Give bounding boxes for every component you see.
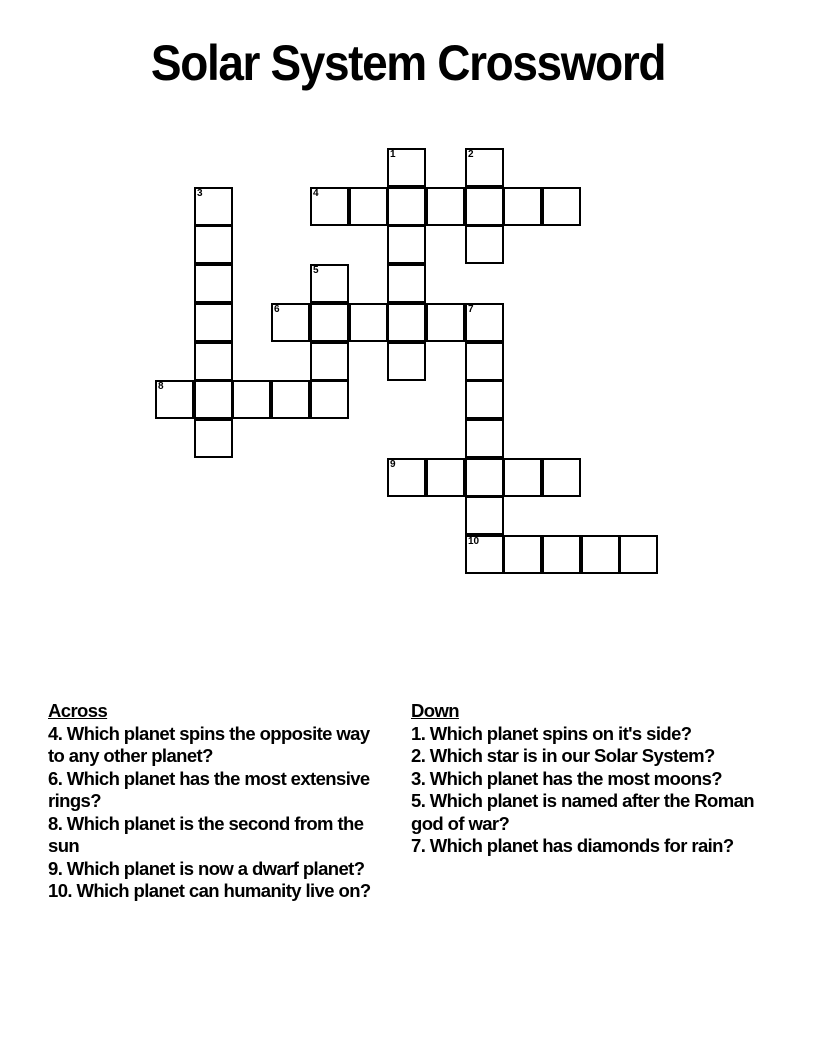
crossword-cell[interactable] <box>387 225 426 264</box>
page-title: Solar System Crossword <box>150 35 666 91</box>
cell-number: 2 <box>468 149 474 160</box>
across-clue-10 <box>48 880 378 903</box>
crossword-cell[interactable] <box>426 303 465 342</box>
crossword-cell[interactable] <box>465 419 504 458</box>
crossword-cell[interactable] <box>465 342 504 381</box>
crossword-cell-3[interactable] <box>194 187 233 226</box>
clue-text: Which planet has the most extensive rings? <box>48 767 370 811</box>
crossword-cell[interactable] <box>426 187 465 226</box>
down-clues <box>411 700 771 858</box>
crossword-cell-4[interactable] <box>310 187 349 226</box>
crossword-cell-10[interactable] <box>465 535 504 574</box>
cell-number: 8 <box>158 381 164 392</box>
clue-number: 9. <box>48 857 63 879</box>
down-clue-1 <box>411 723 771 746</box>
clue-number: 1. <box>411 722 426 744</box>
cell-number: 5 <box>313 265 319 276</box>
crossword-cell-9[interactable] <box>387 458 426 497</box>
crossword-cell[interactable] <box>232 380 271 419</box>
clue-text: Which star is in our Solar System? <box>425 745 715 766</box>
clue-number: 4. <box>48 722 63 744</box>
cell-number: 10 <box>468 536 480 547</box>
crossword-cell[interactable] <box>503 535 542 574</box>
crossword-cell[interactable] <box>387 303 426 342</box>
across-clue-8 <box>48 813 378 858</box>
crossword-cell[interactable] <box>619 535 658 574</box>
crossword-cell[interactable] <box>387 264 426 303</box>
crossword-cell[interactable] <box>503 187 542 226</box>
cell-number: 6 <box>274 304 280 315</box>
clue-text: Which planet is now a dwarf planet? <box>62 857 365 879</box>
crossword-cell[interactable] <box>581 535 620 574</box>
crossword-cell[interactable] <box>194 303 233 342</box>
crossword-cell[interactable] <box>542 187 581 226</box>
down-clue-5 <box>411 790 771 835</box>
crossword-cell[interactable] <box>194 264 233 303</box>
crossword-cell[interactable] <box>387 187 426 226</box>
clue-text: Which planet spins the opposite way to any other planet? <box>48 722 370 766</box>
clue-text: Which planet has the most moons? <box>425 767 723 789</box>
crossword-cell[interactable] <box>310 380 349 419</box>
cell-number: 9 <box>390 459 396 470</box>
across-clue-6 <box>48 768 378 813</box>
down-clue-2 <box>411 745 771 768</box>
across-clue-4 <box>48 723 378 768</box>
crossword-cell[interactable] <box>465 458 504 497</box>
across-heading: Across <box>48 700 108 721</box>
crossword-cell-2[interactable] <box>465 148 504 187</box>
crossword-cell[interactable] <box>194 342 233 381</box>
crossword-cell[interactable] <box>310 303 349 342</box>
crossword-cell[interactable] <box>271 380 310 419</box>
clue-number: 10. <box>48 880 72 901</box>
cell-number: 4 <box>313 188 319 199</box>
cell-number: 3 <box>197 188 203 199</box>
crossword-cell[interactable] <box>426 458 465 497</box>
crossword-cell[interactable] <box>465 496 504 535</box>
crossword-cell-7[interactable] <box>465 303 504 342</box>
clue-number: 3. <box>411 767 426 789</box>
clue-number: 2. <box>411 745 426 766</box>
crossword-cell[interactable] <box>387 342 426 381</box>
clue-number: 8. <box>48 812 63 834</box>
crossword-cell[interactable] <box>194 419 233 458</box>
clue-text: Which planet has diamonds for rain? <box>425 835 734 856</box>
crossword-cell[interactable] <box>503 458 542 497</box>
crossword-cell[interactable] <box>542 458 581 497</box>
crossword-cell-6[interactable] <box>271 303 310 342</box>
crossword-cell[interactable] <box>310 342 349 381</box>
clue-number: 7. <box>411 835 426 856</box>
clue-text: Which planet is named after the Roman god of war? <box>411 790 754 834</box>
down-clue-7 <box>411 835 771 858</box>
clue-number: 6. <box>48 767 63 789</box>
clue-number: 5. <box>411 790 426 811</box>
crossword-cell[interactable] <box>465 380 504 419</box>
crossword-cell[interactable] <box>465 225 504 264</box>
cell-number: 7 <box>468 304 474 315</box>
clue-text: Which planet can humanity live on? <box>71 880 371 901</box>
crossword-cell[interactable] <box>349 303 388 342</box>
down-heading: Down <box>411 700 459 721</box>
crossword-cell[interactable] <box>465 187 504 226</box>
down-clue-3 <box>411 768 771 791</box>
across-clues <box>48 700 378 903</box>
clue-text: Which planet is the second from the sun <box>48 812 364 856</box>
crossword-cell[interactable] <box>194 380 233 419</box>
clue-text: Which planet spins on it's side? <box>425 722 692 744</box>
crossword-cell[interactable] <box>194 225 233 264</box>
cell-number: 1 <box>390 149 396 160</box>
crossword-cell-1[interactable] <box>387 148 426 187</box>
crossword-cell[interactable] <box>542 535 581 574</box>
crossword-cell-8[interactable] <box>155 380 194 419</box>
across-clue-9 <box>48 858 378 881</box>
crossword-cell[interactable] <box>349 187 388 226</box>
crossword-cell-5[interactable] <box>310 264 349 303</box>
